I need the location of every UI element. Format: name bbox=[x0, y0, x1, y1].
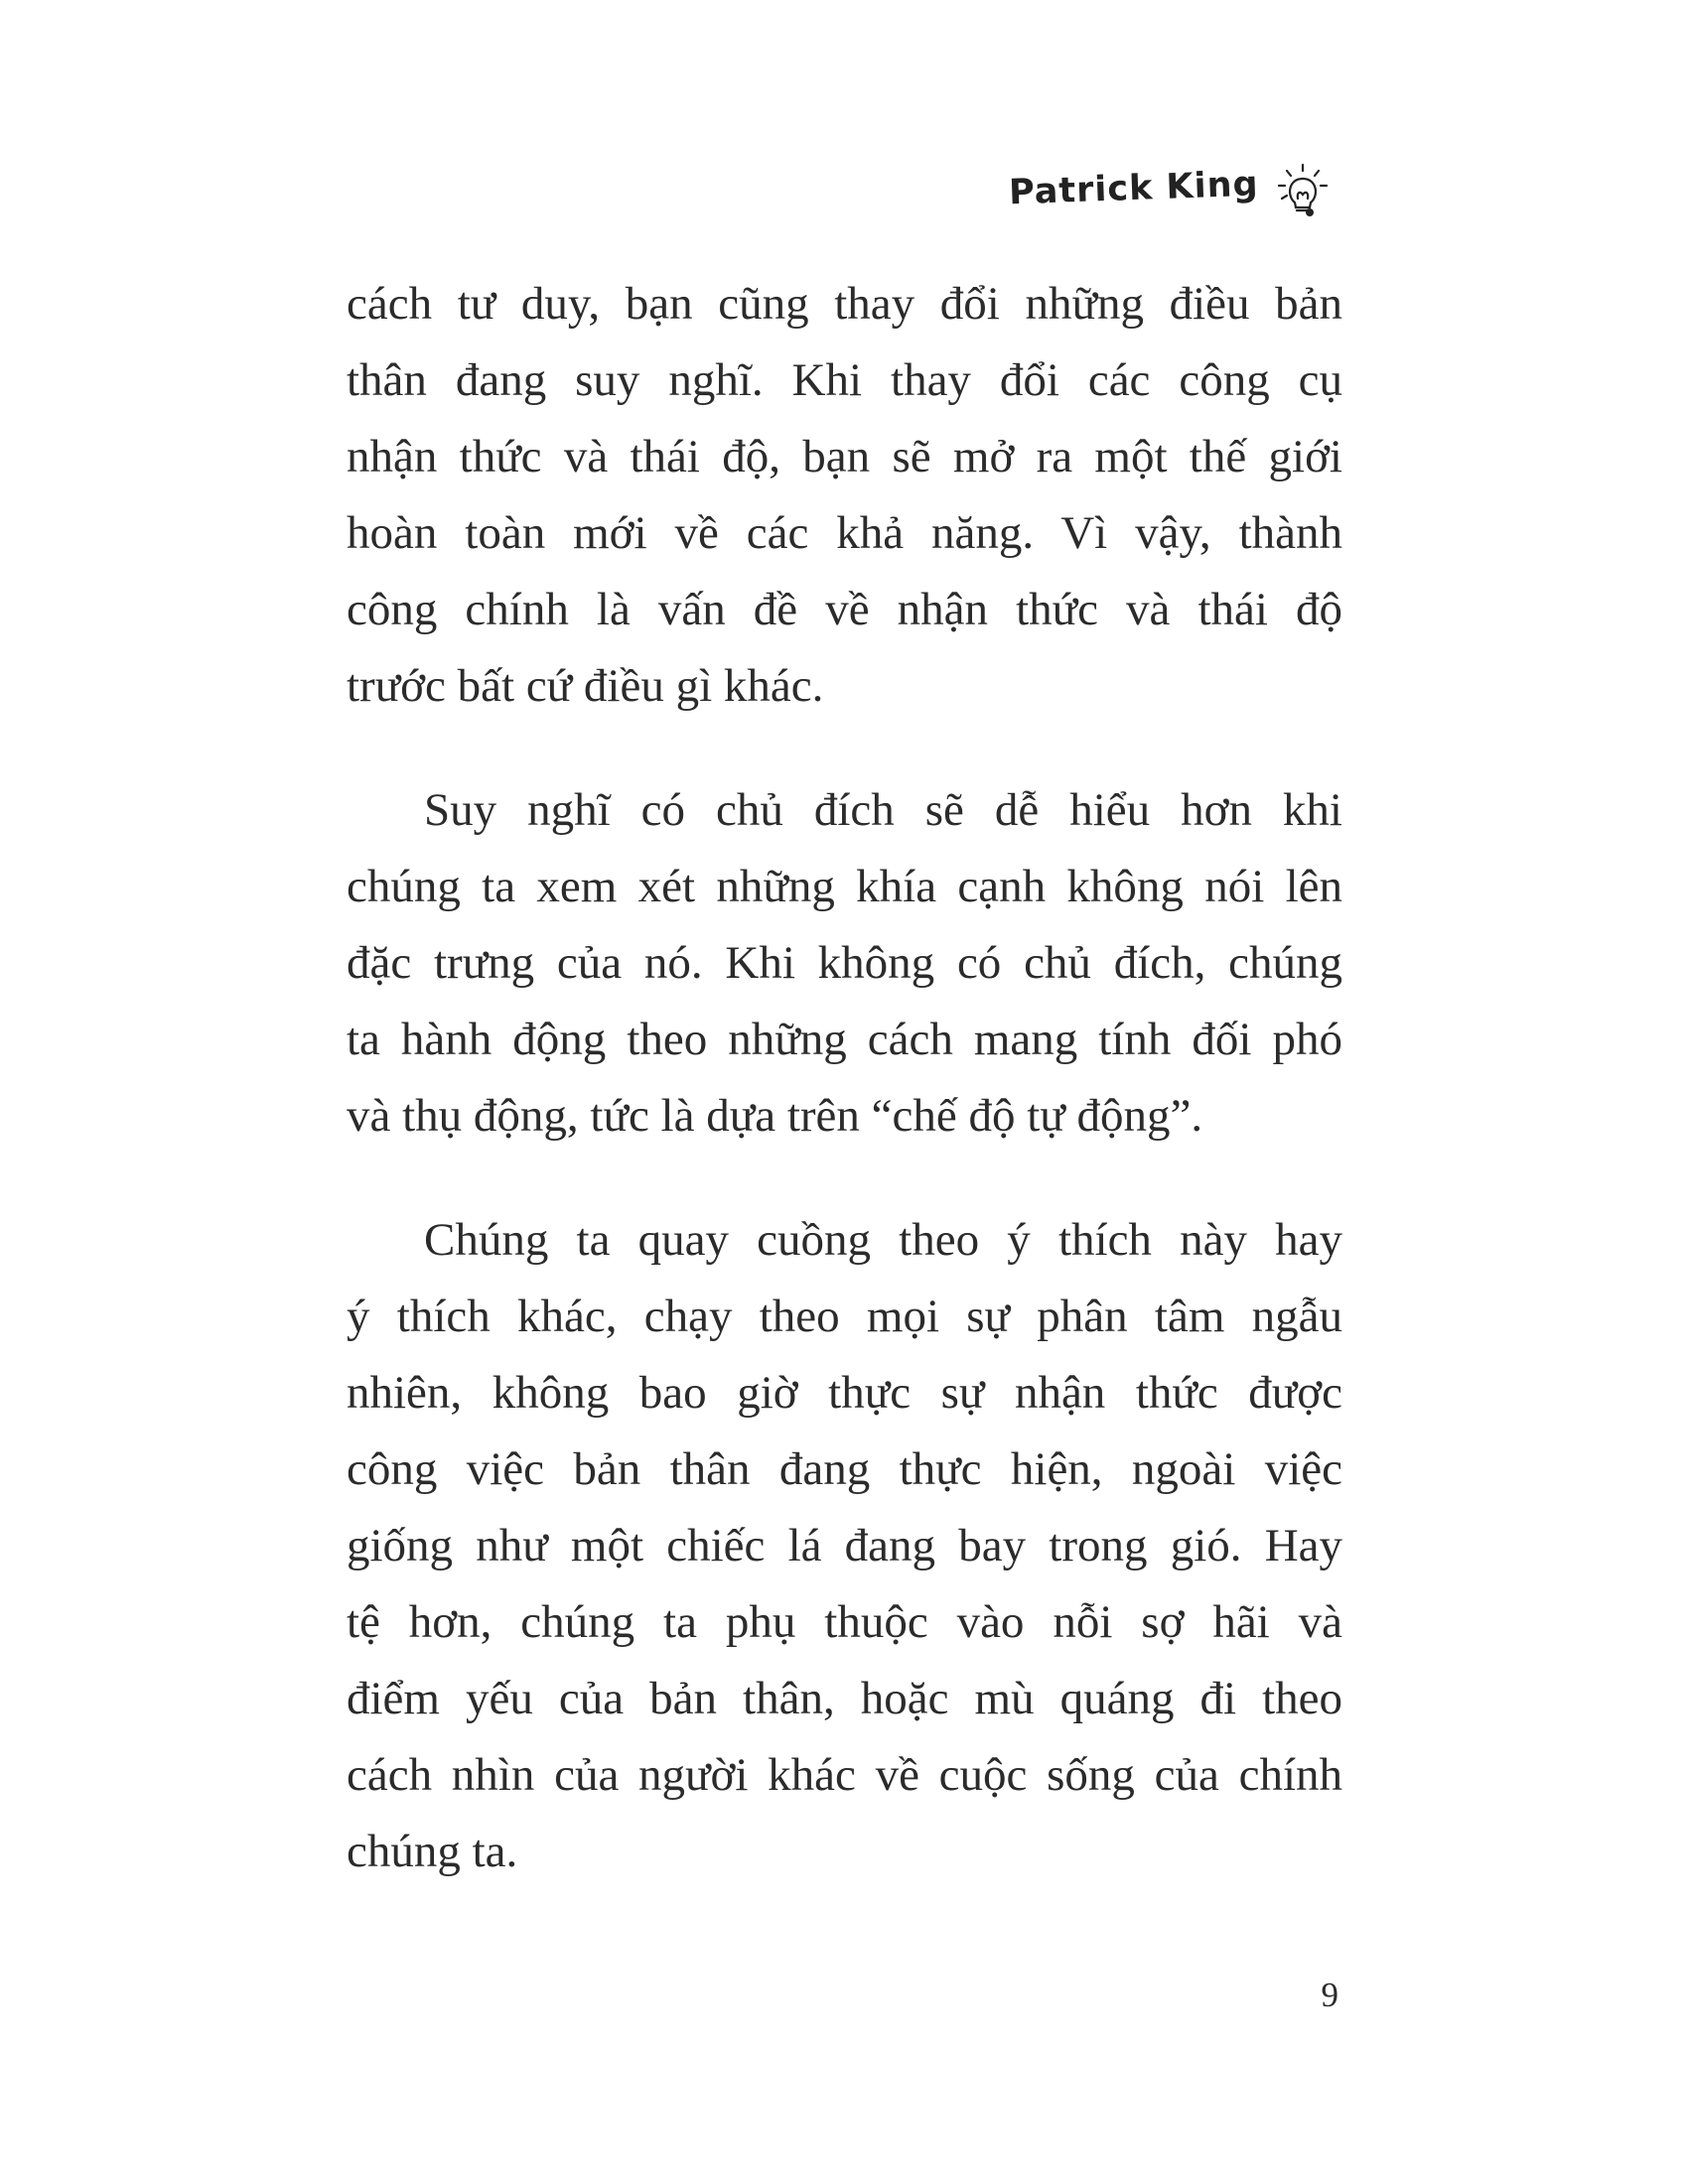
text-line: chúng ta xem xét những khía cạnh không nói lên bbox=[347, 861, 1342, 912]
text-line: cách nhìn của người khác về cuộc sống của chính bbox=[347, 1749, 1342, 1801]
paragraph-1 bbox=[347, 266, 1342, 725]
page-number: 9 bbox=[1321, 1976, 1338, 2014]
text-line: cách tư duy, bạn cũng thay đổi những điều bản bbox=[347, 278, 1342, 330]
text-line: công việc bản thân đang thực hiện, ngoài việc bbox=[347, 1443, 1342, 1495]
paragraph-3 bbox=[347, 1202, 1342, 1890]
text-line: ý thích khác, chạy theo mọi sự phân tâm ngẫu bbox=[347, 1291, 1342, 1342]
text-line: ta hành động theo những cách mang tính đối phó bbox=[347, 1014, 1342, 1065]
running-header bbox=[1009, 159, 1333, 218]
author-name: Patrick King bbox=[1008, 164, 1260, 213]
text-line: đặc trưng của nó. Khi không có chủ đích, chúng bbox=[347, 937, 1342, 989]
text-line: tệ hơn, chúng ta phụ thuộc vào nỗi sợ hãi và bbox=[347, 1596, 1342, 1648]
text-line: giống như một chiếc lá đang bay trong gió. Hay bbox=[347, 1520, 1342, 1571]
text-line: hoàn toàn mới về các khả năng. Vì vậy, thành bbox=[347, 507, 1342, 559]
text-line: nhận thức và thái độ, bạn sẽ mở ra một thế giới bbox=[347, 431, 1342, 482]
text-line: và thụ động, tức là dựa trên “chế độ tự động”. bbox=[347, 1090, 1203, 1142]
text-line: Suy nghĩ có chủ đích sẽ dễ hiểu hơn khi bbox=[424, 784, 1342, 836]
text-line: điểm yếu của bản thân, hoặc mù quáng đi theo bbox=[347, 1673, 1342, 1724]
text-line: Chúng ta quay cuồng theo ý thích này hay bbox=[424, 1214, 1342, 1266]
text-line: chúng ta. bbox=[347, 1826, 518, 1877]
text-line: thân đang suy nghĩ. Khi thay đổi các công cụ bbox=[347, 354, 1342, 406]
text-line: nhiên, không bao giờ thực sự nhận thức được bbox=[347, 1367, 1342, 1419]
body-text bbox=[347, 266, 1342, 1938]
lightbulb-icon bbox=[1273, 159, 1333, 218]
text-line: trước bất cứ điều gì khác. bbox=[347, 660, 824, 712]
paragraph-2 bbox=[347, 772, 1342, 1155]
text-line: công chính là vấn đề về nhận thức và thái độ bbox=[347, 584, 1342, 635]
